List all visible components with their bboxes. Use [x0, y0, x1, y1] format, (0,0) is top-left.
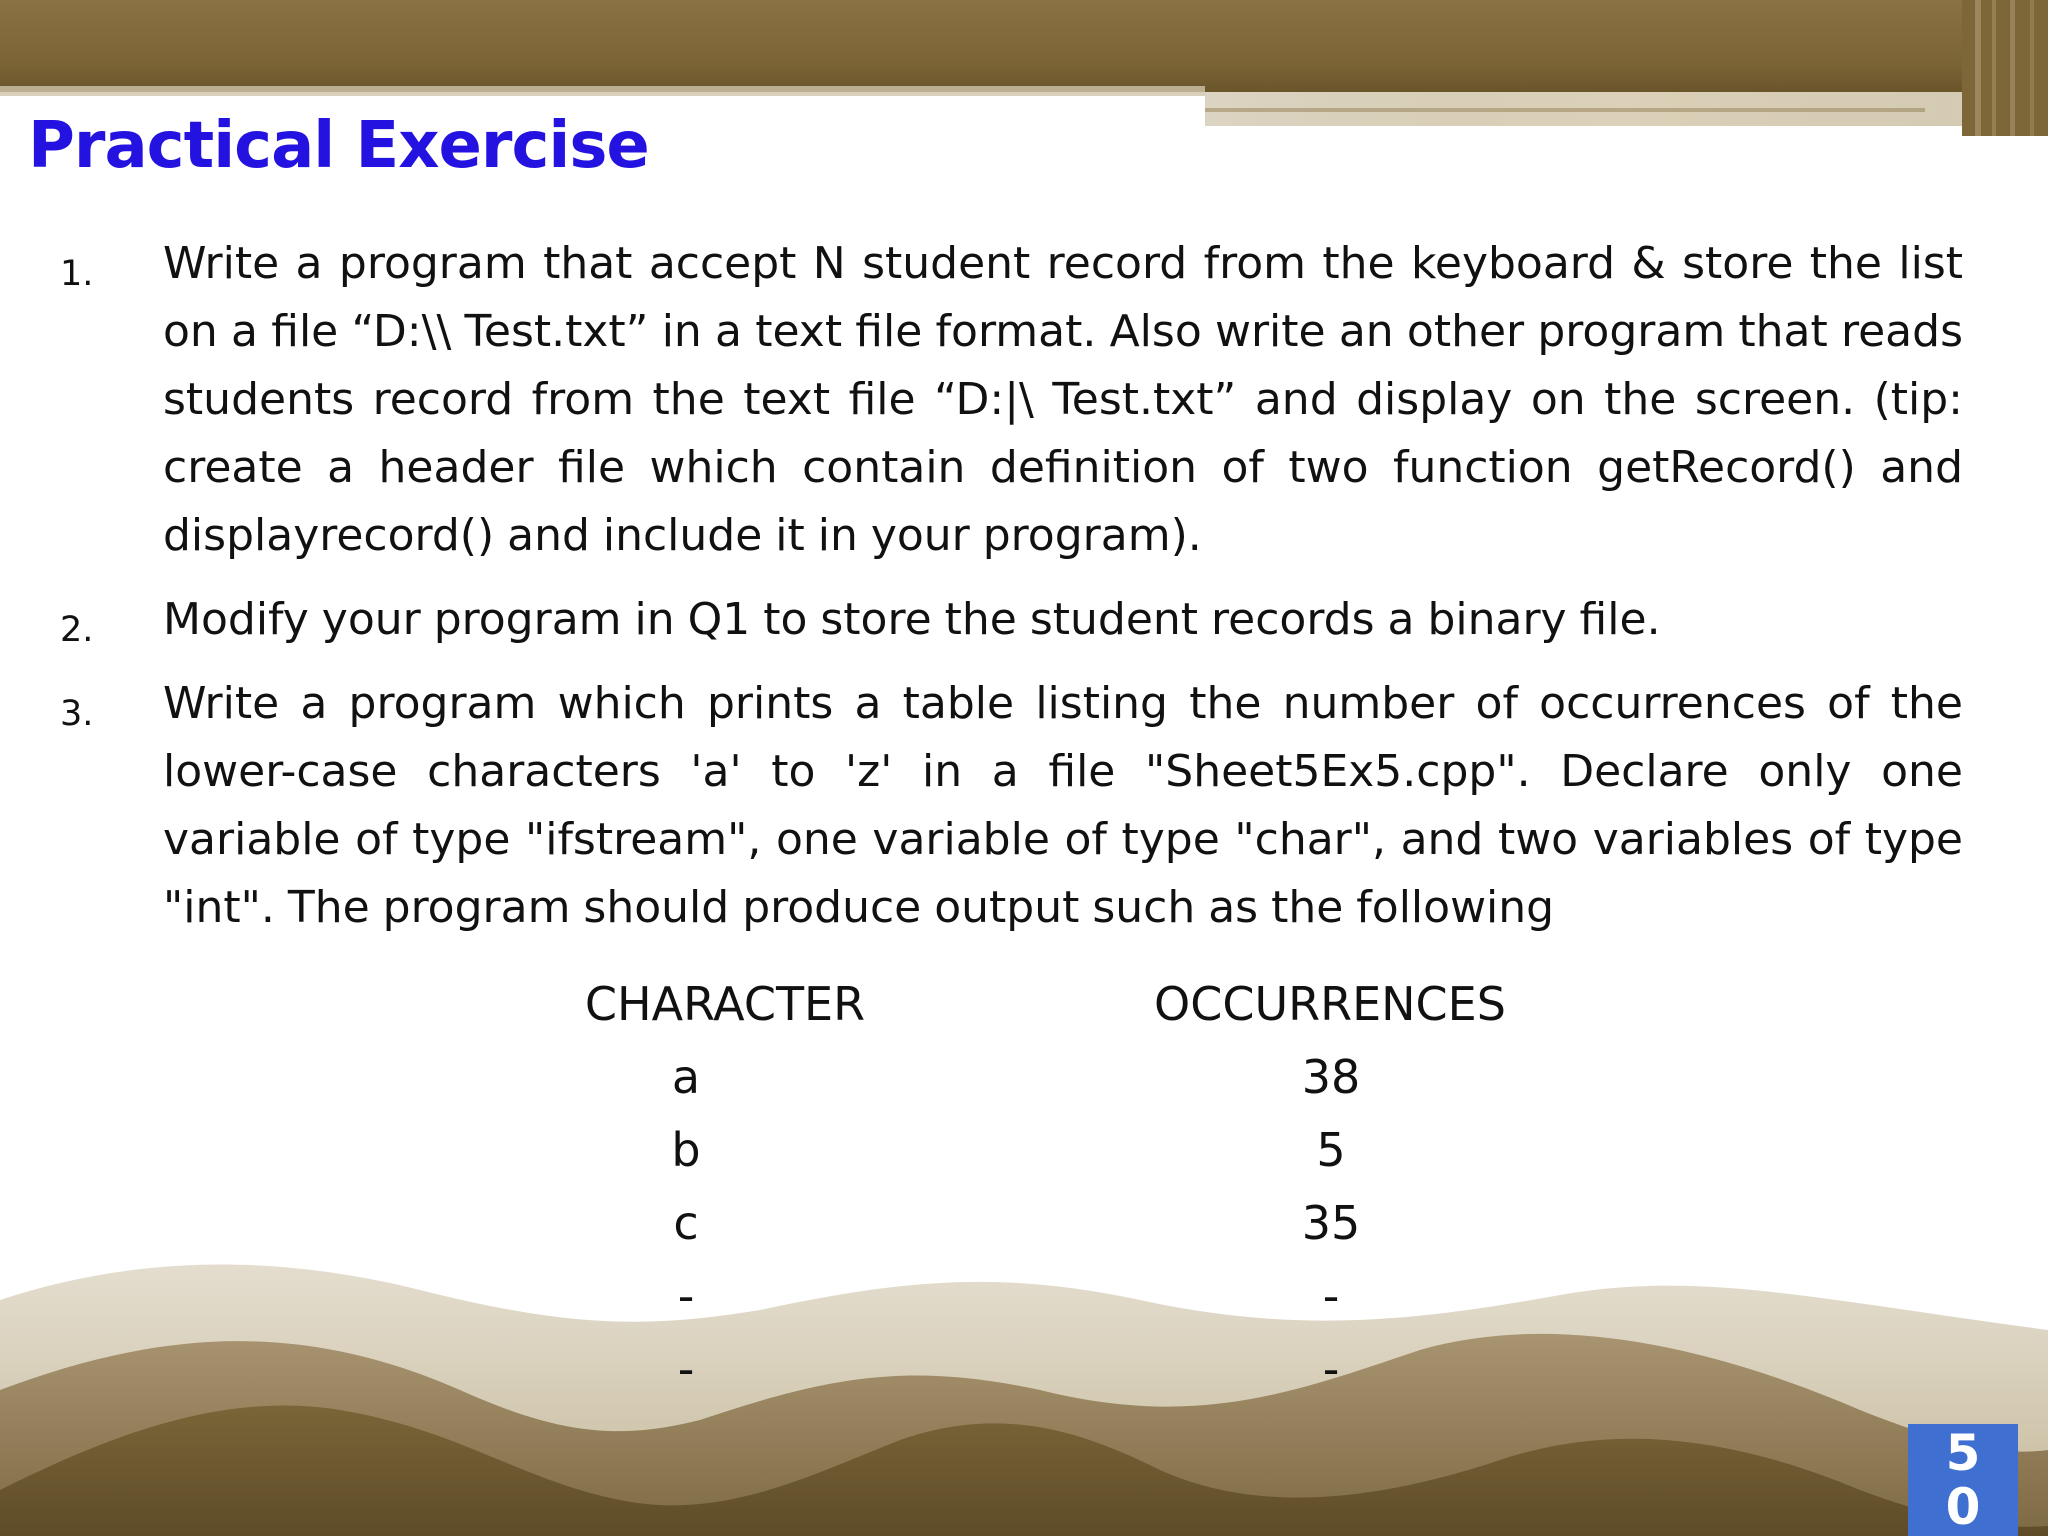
slide-number-badge: 50: [1908, 1424, 2018, 1536]
occurrences-cell: -: [1322, 1269, 1340, 1323]
exercise-list: [0, 230, 2048, 958]
character-cell: -: [677, 1269, 695, 1323]
exercise-text: Modify your program in Q1 to store the student records a binary file.: [163, 594, 1661, 645]
character-cell: -: [677, 1342, 695, 1396]
occurrences-cell: 35: [1301, 1196, 1361, 1250]
table-row: [0, 1041, 2048, 1114]
slide-title: Practical Exercise: [28, 109, 649, 183]
character-cell: c: [673, 1196, 699, 1250]
exercise-number: 3.: [60, 694, 94, 734]
character-cell: a: [671, 1050, 701, 1104]
occurrence-table: [0, 968, 2048, 1406]
exercise-text: Write a program which prints a table listing the number of occurrences of the lower-case characters 'a' to 'z' in a file "Sheet5Ex5.cpp". Declare only one variable of type "ifstream", one variable of type "char", and two variables of type "int". The program should produce output such as the following: [163, 678, 1963, 933]
table-row: [0, 1260, 2048, 1333]
character-cell: b: [671, 1123, 701, 1177]
exercise-item-3: [0, 670, 2048, 942]
table-row: [0, 1187, 2048, 1260]
column-header-occurrences: OCCURRENCES: [1154, 977, 1506, 1031]
table-header-row: [0, 968, 2048, 1041]
occurrences-cell: 38: [1301, 1050, 1361, 1104]
table-row: [0, 1333, 2048, 1406]
exercise-item-1: [0, 230, 2048, 570]
occurrences-cell: 5: [1316, 1123, 1346, 1177]
exercise-text: Write a program that accept N student record from the keyboard & store the list on a file “D:\\ Test.txt” in a text file format. Also write an other program that reads students record from the text file “D:|\ Test.txt” and display on the screen. (tip: create a header file which contain definition of two function getRecord() and displayrecord() and include it in your program).: [163, 238, 1963, 561]
exercise-number: 1.: [60, 254, 94, 294]
table-row: [0, 1114, 2048, 1187]
exercise-number: 2.: [60, 610, 94, 650]
occurrences-cell: -: [1322, 1342, 1340, 1396]
column-header-character: CHARACTER: [584, 977, 866, 1031]
exercise-item-2: [0, 586, 2048, 654]
